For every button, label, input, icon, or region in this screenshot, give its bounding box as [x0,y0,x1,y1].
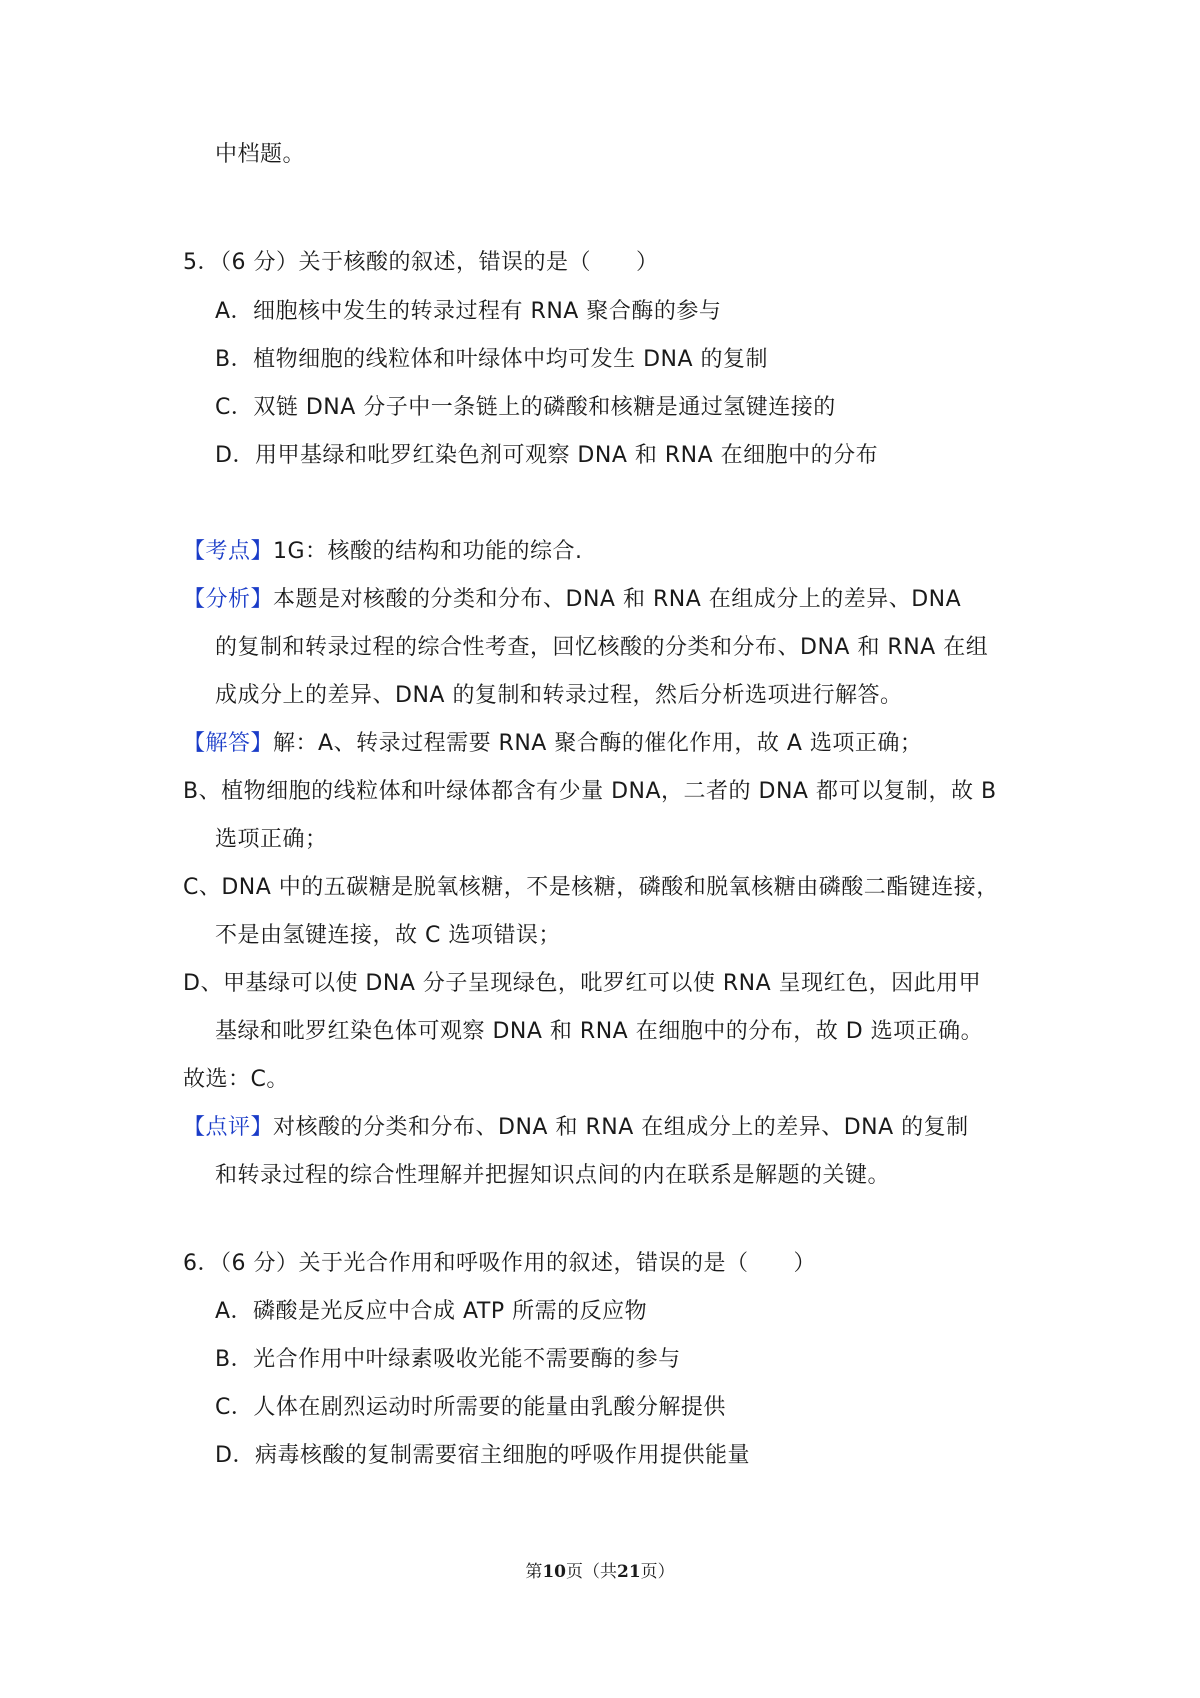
continuation-text: 中档题。 [215,142,306,167]
q5-dianping [183,1113,969,1143]
dianping-tag: 【点评】 [183,1115,274,1140]
jieda-tag: 【解答】 [183,731,274,756]
jieda-line-b: B、植物细胞的线粒体和叶绿体都含有少量 DNA，二者的 DNA 都可以复制，故 B [183,779,997,804]
jieda-line-b-cont: 选项正确； [215,827,328,852]
q5-jieda [183,729,922,759]
dianping-line-2: 和转录过程的综合性理解并把握知识点间的内在联系是解题的关键。 [215,1163,891,1188]
jieda-first-line: 解：A、转录过程需要 RNA 聚合酶的催化作用，故 A 选项正确； [273,731,923,756]
q5-fenxi [183,585,961,615]
jieda-line-d: D、甲基绿可以使 DNA 分子呈现绿色，吡罗红可以使 RNA 呈现红色，因此用甲 [183,971,982,996]
fenxi-tag: 【分析】 [183,587,274,612]
footer-suffix: 页） [640,1562,675,1582]
dianping-line-1: 对核酸的分类和分布、DNA 和 RNA 在组成分上的差异、DNA 的复制 [273,1115,969,1140]
q6-option-d: D．病毒核酸的复制需要宿主细胞的呼吸作用提供能量 [215,1443,750,1468]
footer-prefix: 第 [525,1562,543,1582]
q6-option-b: B．光合作用中叶绿素吸收光能不需要酶的参与 [215,1347,681,1372]
fenxi-line-3: 成成分上的差异、DNA 的复制和转录过程，然后分析选项进行解答。 [215,683,903,708]
q5-option-a: A．细胞核中发生的转录过程有 RNA 聚合酶的参与 [215,299,722,324]
kaodian-tag: 【考点】 [183,539,274,564]
fenxi-line-2: 的复制和转录过程的综合性考查，回忆核酸的分类和分布、DNA 和 RNA 在组 [215,635,989,660]
footer-middle: 页（共 [566,1562,617,1582]
q5-kaodian [183,537,583,567]
footer-total-pages: 21 [617,1562,641,1582]
q5-option-d: D．用甲基绿和吡罗红染色剂可观察 DNA 和 RNA 在细胞中的分布 [215,443,879,468]
q6-option-a: A．磷酸是光反应中合成 ATP 所需的反应物 [215,1299,648,1324]
kaodian-text: 1G：核酸的结构和功能的综合. [273,539,583,564]
page-footer [0,1560,1200,1584]
q6-stem: 6．（6 分）关于光合作用和呼吸作用的叙述，错误的是（ ） [183,1251,816,1276]
jieda-answer: 故选：C。 [183,1067,289,1092]
q6-option-c: C．人体在剧烈运动时所需要的能量由乳酸分解提供 [215,1395,726,1420]
q5-option-c: C．双链 DNA 分子中一条链上的磷酸和核糖是通过氢键连接的 [215,395,836,420]
jieda-line-d-cont: 基绿和吡罗红染色体可观察 DNA 和 RNA 在细胞中的分布，故 D 选项正确。 [215,1019,984,1044]
jieda-line-c: C、DNA 中的五碳糖是脱氧核糖，不是核糖，磷酸和脱氧核糖由磷酸二酯键连接， [183,875,999,900]
q5-stem: 5．（6 分）关于核酸的叙述，错误的是（ ） [183,250,659,275]
q5-option-b: B．植物细胞的线粒体和叶绿体中均可发生 DNA 的复制 [215,347,769,372]
jieda-line-c-cont: 不是由氢键连接，故 C 选项错误； [215,923,561,948]
fenxi-line-1: 本题是对核酸的分类和分布、DNA 和 RNA 在组成分上的差异、DNA [273,587,962,612]
footer-page-number: 10 [542,1562,566,1582]
